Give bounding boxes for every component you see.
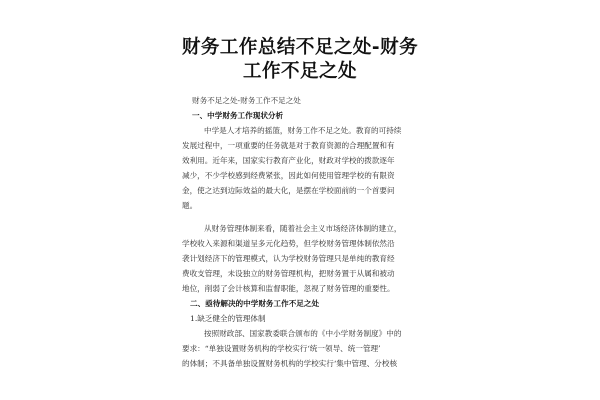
- paragraph-line: 费收支管理，未设独立的财务管理机构，把财务置于从属和被动: [182, 269, 395, 278]
- paragraph-line: 金，使之达到边际效益的最大化，是摆在学校面前的一个首要问: [182, 186, 395, 195]
- section-heading-1: 一、中学财务工作现状分析: [192, 111, 284, 120]
- paragraph-line: 地位，削弱了会计核算和监督职能，忽视了财务管理的重要性。: [182, 284, 395, 293]
- subtitle-line: 财务不足之处-财务工作不足之处: [192, 96, 301, 105]
- document-body: [182, 93, 422, 371]
- paragraph-line: 题。: [182, 201, 198, 210]
- paragraph-line: 发展过程中，一项重要的任务就是对于教育资源的合理配置和有: [182, 141, 395, 150]
- paragraph-line: 中学是人才培养的摇篮，财务工作不足之处。教育的可持续: [204, 126, 402, 135]
- document-title: [0, 36, 600, 84]
- paragraph-line: 减少，不少学校感到经费紧张，因此如何使用管理学校的有限资: [182, 171, 395, 180]
- title-line-1: 财务工作总结不足之处-财务: [181, 37, 419, 58]
- paragraph-line: 要求：“单独设置财务机构的学校实行‘统一领导、统一管理’: [182, 344, 381, 353]
- paragraph-line: 袭计划经济下的管理模式，认为学校财务管理只是单纯的教育经: [182, 254, 395, 263]
- paragraph-line: 的体制；不具备单独设置财务机构的学校实行‘集中管理、分校核: [182, 359, 398, 368]
- subsection-heading: 1.缺乏健全的管理体制: [190, 314, 266, 323]
- paragraph-line: 按照财政部、国家教委联合颁布的《中小学财务制度》中的: [204, 329, 402, 338]
- title-line-2: 工作不足之处: [242, 61, 357, 82]
- paragraph-line: 效利用。近年来，国家实行教育产业化，财政对学校的拨款逐年: [182, 156, 395, 165]
- section-heading-2: 二、亟待解决的中学财务工作不足之处: [190, 299, 320, 308]
- paragraph-line: 学校收入来源和渠道呈多元化趋势，但学校财务管理体制依然沿: [182, 239, 395, 248]
- paragraph-line: 从财务管理体制来看，随着社会主义市场经济体制的建立，: [204, 224, 402, 233]
